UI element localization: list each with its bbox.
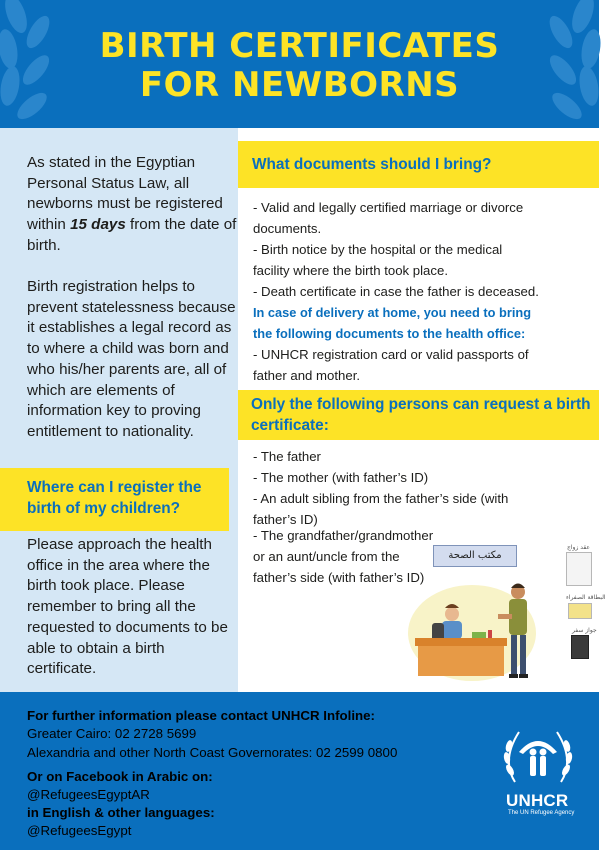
page-title-line1: BIRTH CERTIFICATES xyxy=(99,26,500,66)
passport-label: جواز سفر xyxy=(572,627,597,634)
marriage-contract-icon xyxy=(566,552,592,586)
card-line: - UNHCR registration card or valid passports of xyxy=(253,347,529,362)
where-register-box xyxy=(0,468,229,531)
yellow-card-label: البطاقة الصفراء xyxy=(566,594,606,601)
docs-line: - Birth notice by the hospital or the medical xyxy=(253,242,503,257)
docs-line: documents. xyxy=(253,221,322,236)
facebook-english-link[interactable]: @RefugeesEgypt xyxy=(27,823,132,838)
health-office-sign: مكتب الصحة xyxy=(433,545,517,567)
person-line: father’s ID) xyxy=(253,512,318,527)
person-line: - The mother (with father’s ID) xyxy=(253,470,429,485)
person-line: or an aunt/uncle from the xyxy=(253,549,400,564)
unhcr-logo-tagline: The UN Refugee Agency xyxy=(508,810,575,816)
facebook-arabic-link[interactable]: @RefugeesEgyptAR xyxy=(27,787,150,802)
person-line: - An adult sibling from the father’s side (with xyxy=(253,491,509,506)
health-office-paragraph: Please approach the health office in the area where the birth took place. Please remember to bring all the requested to documents to be able to obtain a birth certificate. xyxy=(27,536,228,678)
documents-question-box xyxy=(238,141,599,188)
documents-question: What documents should I bring? xyxy=(252,156,492,173)
english-heading: in English & other languages: xyxy=(27,805,215,820)
card-line: father and mother. xyxy=(253,368,361,383)
person-line: father’s side (with father’s ID) xyxy=(253,570,425,585)
persons-question-box xyxy=(238,390,599,440)
registration-paragraph: Birth registration helps to prevent statelessness because it establishes a legal record as to where a child was born and who his/her parents are, all of which are elements of information key to proving entitlement to nationality. xyxy=(27,278,236,440)
docs-line: - Valid and legally certified marriage or divorce xyxy=(253,200,524,215)
header-banner xyxy=(0,0,599,128)
docs-line: facility where the birth took place. xyxy=(253,263,448,278)
person-line: - The father xyxy=(253,449,321,464)
deadline-emphasis: 15 days xyxy=(70,216,126,234)
cairo-phone[interactable]: Greater Cairo: 02 2728 5699 xyxy=(27,726,197,741)
alexandria-phone[interactable]: Alexandria and other North Coast Governorates: 02 2599 0800 xyxy=(27,745,398,760)
facebook-arabic-heading: Or on Facebook in Arabic on: xyxy=(27,769,213,784)
law-paragraph: As stated in the Egyptian Personal Status Law, all newborns must be registered within 15 days from the date of birth. xyxy=(27,154,237,254)
docs-line: - Death certificate in case the father is deceased. xyxy=(253,284,539,299)
unhcr-logo-name: UNHCR xyxy=(506,791,569,810)
home-delivery-line: In case of delivery at home, you need to bring xyxy=(253,305,532,320)
yellow-card-icon xyxy=(568,603,592,619)
contact-heading: For further information please contact UNHCR Infoline: xyxy=(27,708,375,723)
health-office-illustration xyxy=(410,578,540,683)
persons-question: Only the following persons can request a birth certificate: xyxy=(251,396,591,434)
home-delivery-line: the following documents to the health office: xyxy=(253,326,526,341)
page-title-line2: FOR NEWBORNS xyxy=(139,65,460,105)
where-register-question: Where can I register the birth of my children? xyxy=(27,479,202,517)
passport-icon xyxy=(571,635,589,659)
unhcr-logo-icon xyxy=(499,722,577,790)
person-line: - The grandfather/grandmother xyxy=(253,528,434,543)
marriage-contract-label: عقد زواج xyxy=(567,544,591,551)
